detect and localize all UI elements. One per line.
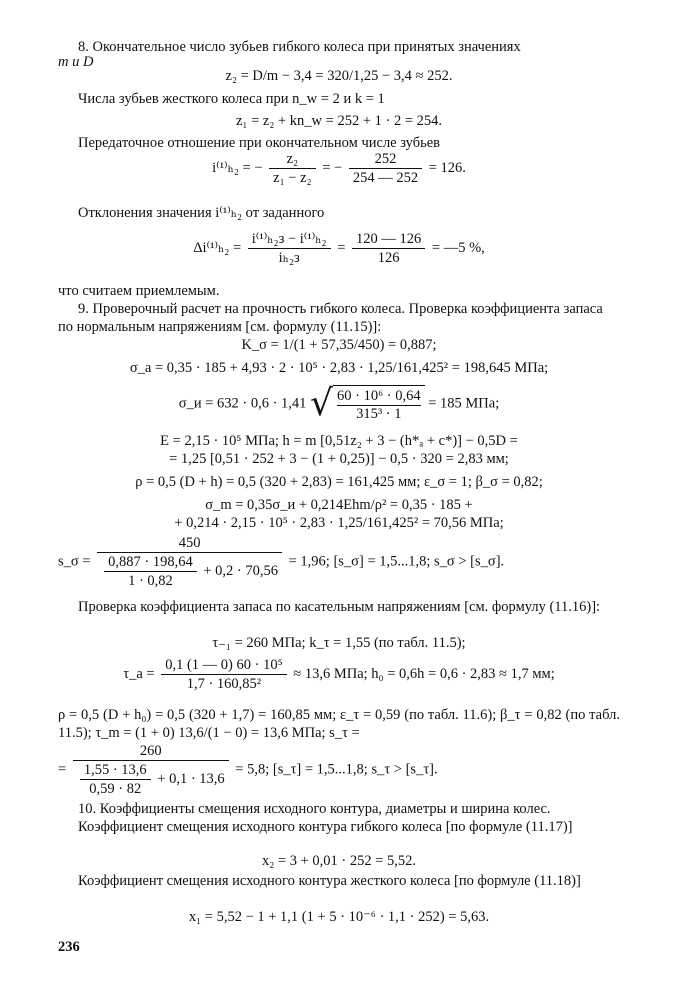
eq-tau-a [0,656,678,693]
frac-st-add: + 0,1 · 13,6 [157,770,225,787]
sqrt-num: 60 · 10⁶ · 0,64 [337,388,421,404]
frac-s-inner [104,553,197,590]
eq-s-sigma [58,534,504,590]
frac-s-add: + 0,2 · 70,56 [203,562,278,579]
para-10-title: 10. Коэффициенты смещения исходного контура, диаметры и ширина колес. [78,801,551,817]
eq-sigma-bend [0,385,678,423]
frac-d-2-den: 126 [377,250,400,266]
eq-su-res: = 185 МПа; [428,395,500,412]
eq-st-res: = 5,8; [s_τ] = 1,5...1,8; s_τ > [s_τ]. [235,761,438,778]
frac-s-inner-den: 1 · 0,82 [128,573,173,589]
eq-sigma-m-1: σ_m = 0,35σ_и + 0,214Ehm/ρ² = 0,35 · 185 + [205,497,473,513]
frac-st-inner-num: 1,55 · 13,6 [80,761,151,780]
eq-d-res: = —5 %, [431,239,485,256]
frac-i-2-num: 252 [349,150,422,169]
frac-ta-den: 1,7 · 160,85² [186,676,262,692]
eq-s-res: = 1,96; [s_σ] = 1,5...1,8; s_σ > [s_σ]. [288,553,505,570]
frac-i-2 [349,150,422,187]
eq-sigma-a: σ_a = 0,35 · 185 + 4,93 · 2 · 10⁵ · 2,83 · 1,25/161,425² = 198,645 МПа; [129,360,549,376]
text-gear-ratio: Передаточное отношение при окончательном числе зубьев [78,135,440,151]
frac-s-inner-num: 0,887 · 198,64 [104,553,197,572]
frac-st-inner [80,761,151,798]
frac-d-1-num: i⁽¹⁾ₕ₂з − i⁽¹⁾ₕ₂ [248,230,331,249]
eq-su-lhs: σ_и = 632 · 0,6 · 1,41 [178,395,307,412]
frac-st-top: 260 [73,742,229,761]
eq-E-line2: = 1,25 [0,51 · 252 + 3 − (1 + 0,25)] − 0,5 · 320 = 2,83 мм; [169,451,509,467]
eq-s-lhs: s_σ = [58,553,91,570]
eq-i-lhs: i⁽¹⁾ₕ₂ = − [212,159,263,176]
frac-s-tau [73,742,229,798]
eq-x1: x₁ = 5,52 − 1 + 1,1 (1 + 5 · 10⁻⁶ · 1,1 · 252) = 5,63. [188,909,490,925]
text-deviation: Отклонения значения i⁽¹⁾ₕ₂ от заданного [78,205,325,221]
eq-deviation [0,230,678,267]
frac-st-inner-den: 0,59 · 82 [89,781,142,797]
frac-s-top: 450 [97,534,282,553]
sqrt-sign: √ [310,383,333,424]
page-number: 236 [58,939,80,955]
frac-i-1-num: z₂ [269,150,315,169]
para-10-flex: Коэффициент смещения исходного контура гибкого колеса [по формуле (11.17)] [78,819,573,835]
sqrt-fraction [333,385,425,423]
para-8-line1: 8. Окончательное число зубьев гибкого колеса при принятых значениях [78,39,521,55]
frac-s-bottom [97,553,282,590]
eq-st-lhs: = [58,761,67,778]
frac-s-sigma [97,534,282,590]
eq-tau-1: τ₋₁ = 260 МПа; k_τ = 1,55 (по табл. 11.5); [212,635,466,651]
eq-rho-tau: ρ = 0,5 (D + h₀) = 0,5 (320 + 1,7) = 160,85 мм; ε_τ = 0,59 (по табл. 11.6); β_τ = 0,82 (по табл. 11.5); τ_m = (1 + 0) 13,6/(1 − 0) = 13,6 МПа; s_τ = [58,707,620,741]
para-9: 9. Проверочный расчет на прочность гибкого колеса. Проверка коэффициента запаса по нормальным напряжениям [см. формулу (11.15)]: [58,301,603,335]
frac-d-2 [352,230,425,267]
eq-gear-ratio [0,150,678,187]
eq-i-mid: = − [322,159,343,176]
eq-rho: ρ = 0,5 (D + h) = 0,5 (320 + 2,83) = 161,425 мм; ε_σ = 1; β_σ = 0,82; [135,474,543,490]
eq-E-line1: E = 2,15 · 10⁵ МПа; h = m [0,51z₂ + 3 − (h*ₐ + c*)] − 0,5D = [160,433,518,449]
text-rigid-teeth: Числа зубьев жесткого колеса при n_w = 2 и k = 1 [78,91,385,107]
frac-st-bottom [73,761,229,798]
eq-ta-res: ≈ 13,6 МПа; h₀ = 0,6h = 0,6 · 2,83 ≈ 1,7 мм; [293,665,555,682]
para-10-rigid: Коэффициент смещения исходного контура жесткого колеса [по формуле (11.18)] [78,873,581,889]
frac-tau-a [161,656,286,693]
eq-d-mid: = [337,239,346,256]
eq-d-lhs: Δi⁽¹⁾ₕ₂ = [193,239,242,256]
para-tau: Проверка коэффициента запаса по касательным напряжениям [см. формулу (11.16)]: [78,599,601,615]
eq-i-res: = 126. [428,159,466,176]
eq-ta-lhs: τ_a = [123,665,155,682]
frac-ta-num: 0,1 (1 — 0) 60 · 10⁵ [161,656,286,675]
para-8-line2: m и D [58,54,94,70]
frac-d-1 [248,230,331,267]
frac-i-1-den: z₁ − z₂ [273,170,312,186]
frac-d-1-den: iₕ₂з [278,250,300,266]
eq-k-sigma: K_σ = 1/(1 + 57,35/450) = 0,887; [241,337,437,353]
frac-d-2-num: 120 — 126 [352,230,425,249]
eq-sigma-m-2: + 0,214 · 2,15 · 10⁵ · 2,83 · 1,25/161,425² = 70,56 МПа; [174,515,504,531]
eq-s-tau [58,742,438,798]
eq-z1: z₁ = z₂ + kn_w = 252 + 1 · 2 = 254. [235,113,443,129]
sqrt-den: 315³ · 1 [356,406,402,422]
eq-x2: x₂ = 3 + 0,01 · 252 = 5,52. [261,853,417,869]
frac-i-2-den: 254 — 252 [352,170,419,186]
eq-z2: z₂ = D/m − 3,4 = 320/1,25 − 3,4 ≈ 252. [225,68,453,84]
text-acceptable: что считаем приемлемым. [58,283,220,299]
frac-i-1 [269,150,315,187]
